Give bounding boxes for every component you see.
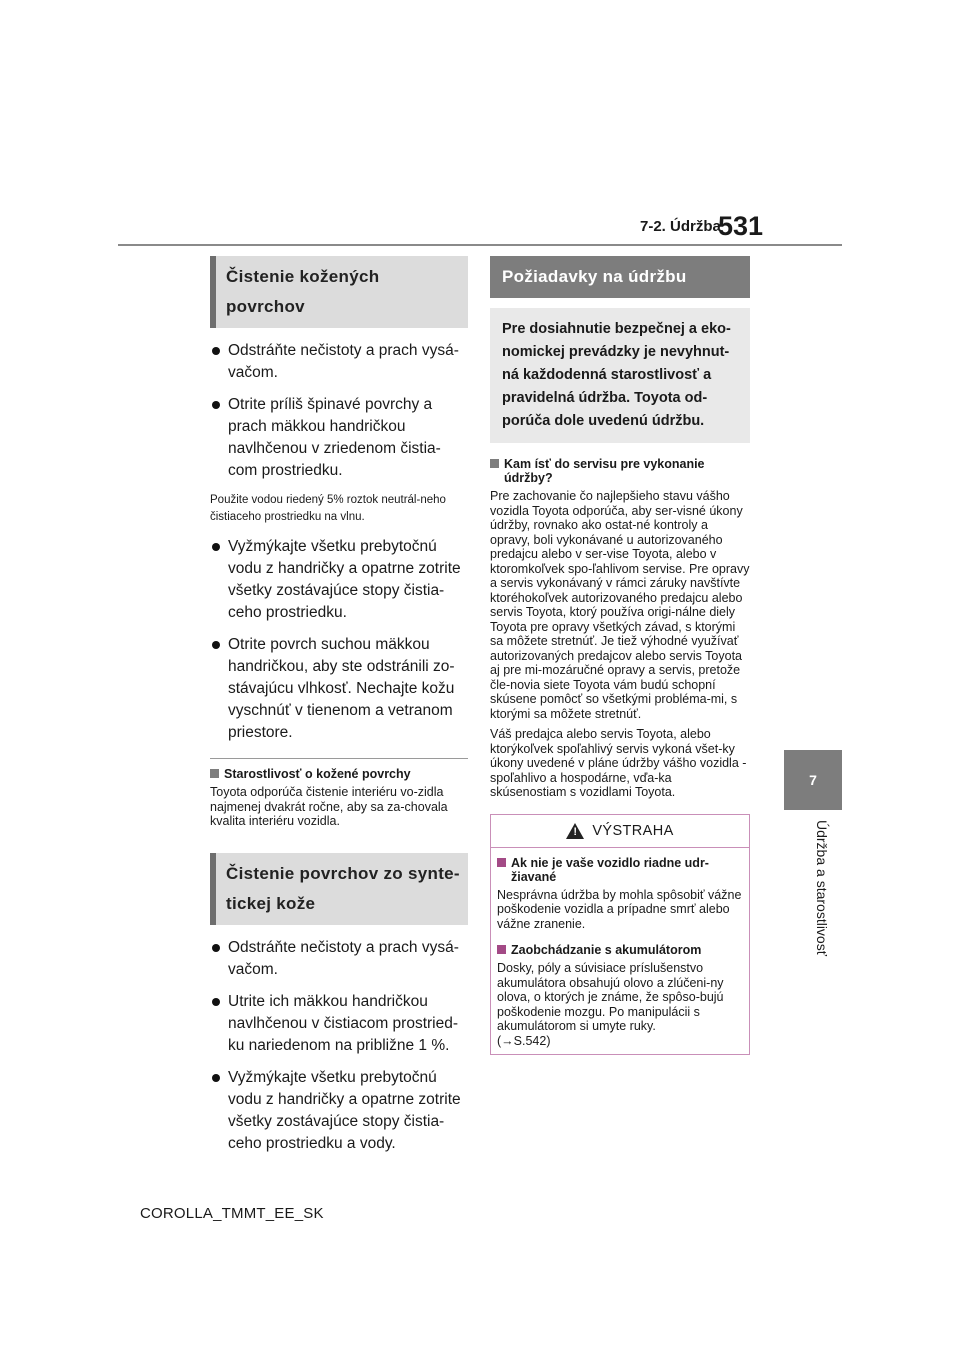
requirements-section-title: Požiadavky na údržbu <box>490 256 750 298</box>
list-item: Otrite príliš špinavé povrchy a prach mäkkou handričkou navlhčenou v zriedenom čistia-com prostriedku. <box>210 394 468 482</box>
header-divider <box>118 244 842 246</box>
requirements-intro: Pre dosiahnutie bezpečnej a eko-nomickej prevádzky je nevyhnut-ná každodenná starostlivosť a pravidelná údržba. Toyota od-porúča dole uvedenú údržbu. <box>490 308 750 443</box>
divider <box>210 758 468 759</box>
warning-item-1-heading: Ak nie je vaše vozidlo riadne udr-žiavané <box>497 856 743 884</box>
leather-bullets-2 <box>210 536 468 744</box>
leather-note: Použite vodou riedený 5% roztok neutrál-neho čistiaceho prostriedku na vlnu. <box>210 494 446 523</box>
left-column <box>210 256 468 1165</box>
care-text: Toyota odporúča čistenie interiéru vo-zidla najmenej dvakrát ročne, aby sa za-chovala kvalita interiéru vozidla. <box>210 785 448 828</box>
warning-box <box>490 814 750 1056</box>
service-paragraph-2: Váš predajca alebo servis Toyota, alebo ktorýkoľvek spoľahlivý servis vykoná všet-ky úkony uvedené v pláne údržby vášho vozidla - spoľahlivo a hospodárne, vďa-ka skúsenostiam s vozidlami Toyota. <box>490 727 747 799</box>
right-column <box>490 256 750 1055</box>
list-item: Vyžmýkajte všetku prebytočnú vodu z handričky a opatrne zotrite všetky zostávajúce stopy čistia-ceho prostriedku a vody. <box>210 1067 468 1155</box>
warning-item-2-ref: (→S.542) <box>497 1033 551 1048</box>
leather-bullets <box>210 340 468 482</box>
document-id: COROLLA_TMMT_EE_SK <box>140 1205 324 1222</box>
chapter-tab: 7 <box>784 750 842 810</box>
list-item: Utrite ich mäkkou handričkou navlhčenou v čistiacom prostried-ku nariedenom na približne 1 %. <box>210 991 468 1057</box>
section-title: 7-2. Údržba <box>640 218 721 235</box>
warning-label: VÝSTRAHA <box>592 822 674 839</box>
service-paragraph-1: Pre zachovanie čo najlepšieho stavu vášho vozidla Toyota odporúča, aby ser-visné úkony údržby, rovnako ako ostat-né kontroly a opravy, boli vykonávané u autorizovaného predajcu alebo v ser-vise Toyota, alebo v ktoromkoľvek spo-ľahlivom servise. Pre opravy a servis vykonávaný v rámci záruky navštívte ktoréhokoľvek autorizovaného predajcu alebo servis Toyota, ktorý používa origi-nálne diely Toyota pre opravy všetkých závad, s ktorými sa môžete stretnúť. Je tiež výhodné využívať autorizovaných predajcov alebo servis Toyota aj pre mi-mozáručné opravy a servis, pretože čle-novia siete Toyota vám budú schopní skúsene pomôcť so všetkými probléma-mi, s ktorými sa môžete stretnúť. <box>490 489 750 721</box>
list-item: Odstráňte nečistoty a prach vysá-vačom. <box>210 340 468 384</box>
warning-triangle-icon: ! <box>566 823 584 839</box>
list-item: Vyžmýkajte všetku prebytočnú vodu z handričky a opatrne zotrite všetky zostávajúce stopy čistia-ceho prostriedku. <box>210 536 468 624</box>
warning-header <box>491 815 749 848</box>
page-number: 531 <box>718 211 764 241</box>
synthetic-bullets <box>210 937 468 1155</box>
synthetic-section-title: Čistenie povrchov zo synte-tickej kože <box>210 853 468 925</box>
list-item: Otrite povrch suchou mäkkou handričkou, aby ste odstránili zo-stávajúcu vlhkosť. Nechajte kožu vyschnúť v tienenom a vetranom priestore. <box>210 634 468 744</box>
care-heading: Starostlivosť o kožené povrchy <box>210 767 468 781</box>
service-heading: Kam ísť do servisu pre vykonanie údržby? <box>490 457 750 485</box>
chapter-title: Údržba a starostlivosť <box>814 820 830 956</box>
leather-section-title: Čistenie kožených povrchov <box>210 256 468 328</box>
warning-body <box>491 848 749 1055</box>
warning-item-1-text: Nesprávna údržba by mohla spôsobiť vážne poškodenie vozidla a prípadne smrť alebo vážne zranenie. <box>497 887 742 931</box>
list-item: Odstráňte nečistoty a prach vysá-vačom. <box>210 937 468 981</box>
warning-item-2-heading: Zaobchádzanie s akumulátorom <box>497 943 743 957</box>
warning-item-2-text: Dosky, póly a súvisiace príslušenstvo akumulátora obsahujú olovo a zlúčeni-ny olova, o ktorých je známe, že spôso-bujú poškodenie mozgu. Po manipulácii s akumulátorom si umyte ruky. <box>497 961 724 1033</box>
